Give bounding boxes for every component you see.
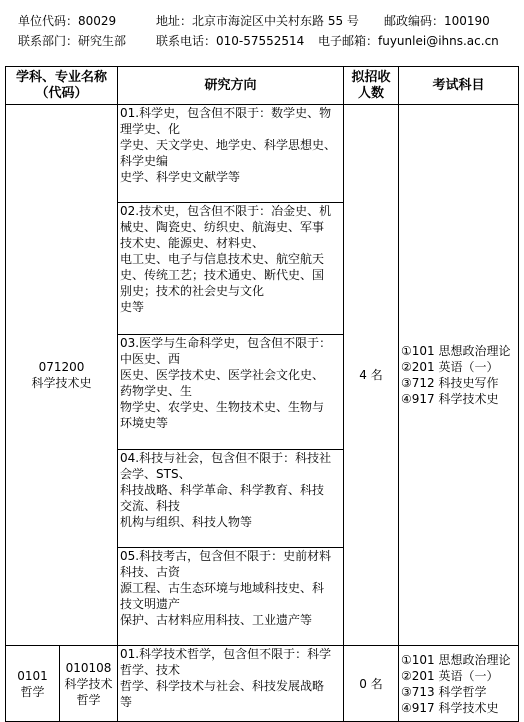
direction-line: 史等 xyxy=(120,300,145,314)
exam-item: ②201 英语（一） xyxy=(401,668,499,683)
direction-line: 科学史编 xyxy=(120,154,169,168)
table-row xyxy=(6,105,519,203)
major-cell xyxy=(6,105,118,646)
exam-cell-2 xyxy=(399,646,519,722)
direction-line: 技文明遗产 xyxy=(120,597,181,611)
direction-line: 别史；技术的社会史与文化 xyxy=(120,284,265,298)
contact-phone: 联系电话：010-57552514 xyxy=(156,34,305,48)
direction-line: 哲学、技术 xyxy=(120,663,181,677)
direction-line: 等 xyxy=(120,695,133,709)
direction-line: 02.技术史，包含但不限于：冶金史、机 xyxy=(120,204,332,218)
postcode: 邮政编码：100190 xyxy=(384,14,490,28)
table-header-row xyxy=(6,67,519,105)
category-cell xyxy=(6,646,60,722)
direction-line: 03.医学与生命科学史，包含但不限于： xyxy=(120,336,332,350)
header-quota: 拟招收人数 xyxy=(344,67,399,105)
major-code: 010108 xyxy=(65,660,112,675)
direction-line: 药物学史、生 xyxy=(120,384,193,398)
table-row xyxy=(6,646,519,722)
contact-email: 电子邮箱：fuyunlei@ihns.ac.cn xyxy=(318,34,499,48)
direction-line: 会学、STS、 xyxy=(120,467,191,481)
direction-line: 史、传统工艺；技术通史、断代史、国 xyxy=(120,268,325,282)
direction-line: 01.科学技术哲学，包含但不限于：科学 xyxy=(120,647,332,661)
exam-item: ④917 科学技术史 xyxy=(401,392,499,406)
exam-item: ③713 科学哲学 xyxy=(401,684,487,699)
exam-cell xyxy=(399,105,519,646)
direction-line: 环境史等 xyxy=(120,416,169,430)
header-major: 学科、专业名称（代码） xyxy=(6,67,118,105)
exam-item: ①101 思想政治理论 xyxy=(401,344,511,358)
category-code: 0101 xyxy=(17,668,48,683)
direction-04 xyxy=(118,450,344,548)
direction-line: 械史、陶瓷史、纺织史、航海史、军事 xyxy=(120,220,325,234)
header-direction: 研究方向 xyxy=(118,67,344,105)
exam-item: ①101 思想政治理论 xyxy=(401,652,511,667)
category-name: 哲学 xyxy=(20,684,45,699)
quota-cell: 4 名 xyxy=(344,105,399,646)
exam-item: ④917 科学技术史 xyxy=(401,700,499,715)
direction-line: 学史、天文学史、地学史、科学思想史、 xyxy=(120,138,337,152)
direction-line: 技术史、能源史、材料史、 xyxy=(120,236,265,250)
direction-line: 05.科技考古，包含但不限于：史前材料 xyxy=(120,549,332,563)
exam-item: ③712 科技史写作 xyxy=(401,376,499,390)
direction-line: 交流、科技 xyxy=(120,499,181,513)
direction-line: 哲学、科学技术与社会、科技发展战略 xyxy=(120,679,325,693)
address: 地址：北京市海淀区中关村东路 55 号 xyxy=(156,14,359,28)
direction-01 xyxy=(118,105,344,203)
direction-line: 机构与组织、科技人物等 xyxy=(120,515,253,529)
direction-line: 保护、古材料应用科技、工业遗产等 xyxy=(120,613,313,627)
direction-05 xyxy=(118,548,344,646)
direction-line: 理学史、化 xyxy=(120,122,181,136)
direction-line: 史学、科学史文献学等 xyxy=(120,170,241,184)
major-code: 071200 xyxy=(38,360,85,374)
header-exam: 考试科目 xyxy=(399,67,519,105)
major-name: 科学技术哲学 xyxy=(64,676,113,707)
direction-02 xyxy=(118,203,344,335)
direction-line: 04.科技与社会，包含但不限于：科技社 xyxy=(120,451,332,465)
direction-line: 中医史、西 xyxy=(120,352,181,366)
direction-line: 科技战略、科学革命、科学教育、科技 xyxy=(120,483,325,497)
direction-03 xyxy=(118,335,344,450)
direction-line: 物学史、农学史、生物技术史、生物与 xyxy=(120,400,325,414)
major-name: 科学技术史 xyxy=(31,376,92,390)
direction-line: 医史、医学技术史、医学社会文化史、 xyxy=(120,368,325,382)
direction-line: 科技、古资 xyxy=(120,565,181,579)
major-cell-2 xyxy=(60,646,118,722)
direction-line: 01.科学史，包含但不限于：数学史、物 xyxy=(120,106,332,120)
direction-line: 源工程、古生态环境与地域科技史、科 xyxy=(120,581,325,595)
exam-item: ②201 英语（一） xyxy=(401,360,499,374)
quota-cell-2: 0 名 xyxy=(344,646,399,722)
contact-dept: 联系部门：研究生部 xyxy=(18,34,127,48)
direction-line: 电工史、电子与信息技术史、航空航天 xyxy=(120,252,325,266)
unit-code: 单位代码：80029 xyxy=(18,14,117,28)
direction-phil-01 xyxy=(118,646,344,722)
admission-table xyxy=(5,66,519,722)
